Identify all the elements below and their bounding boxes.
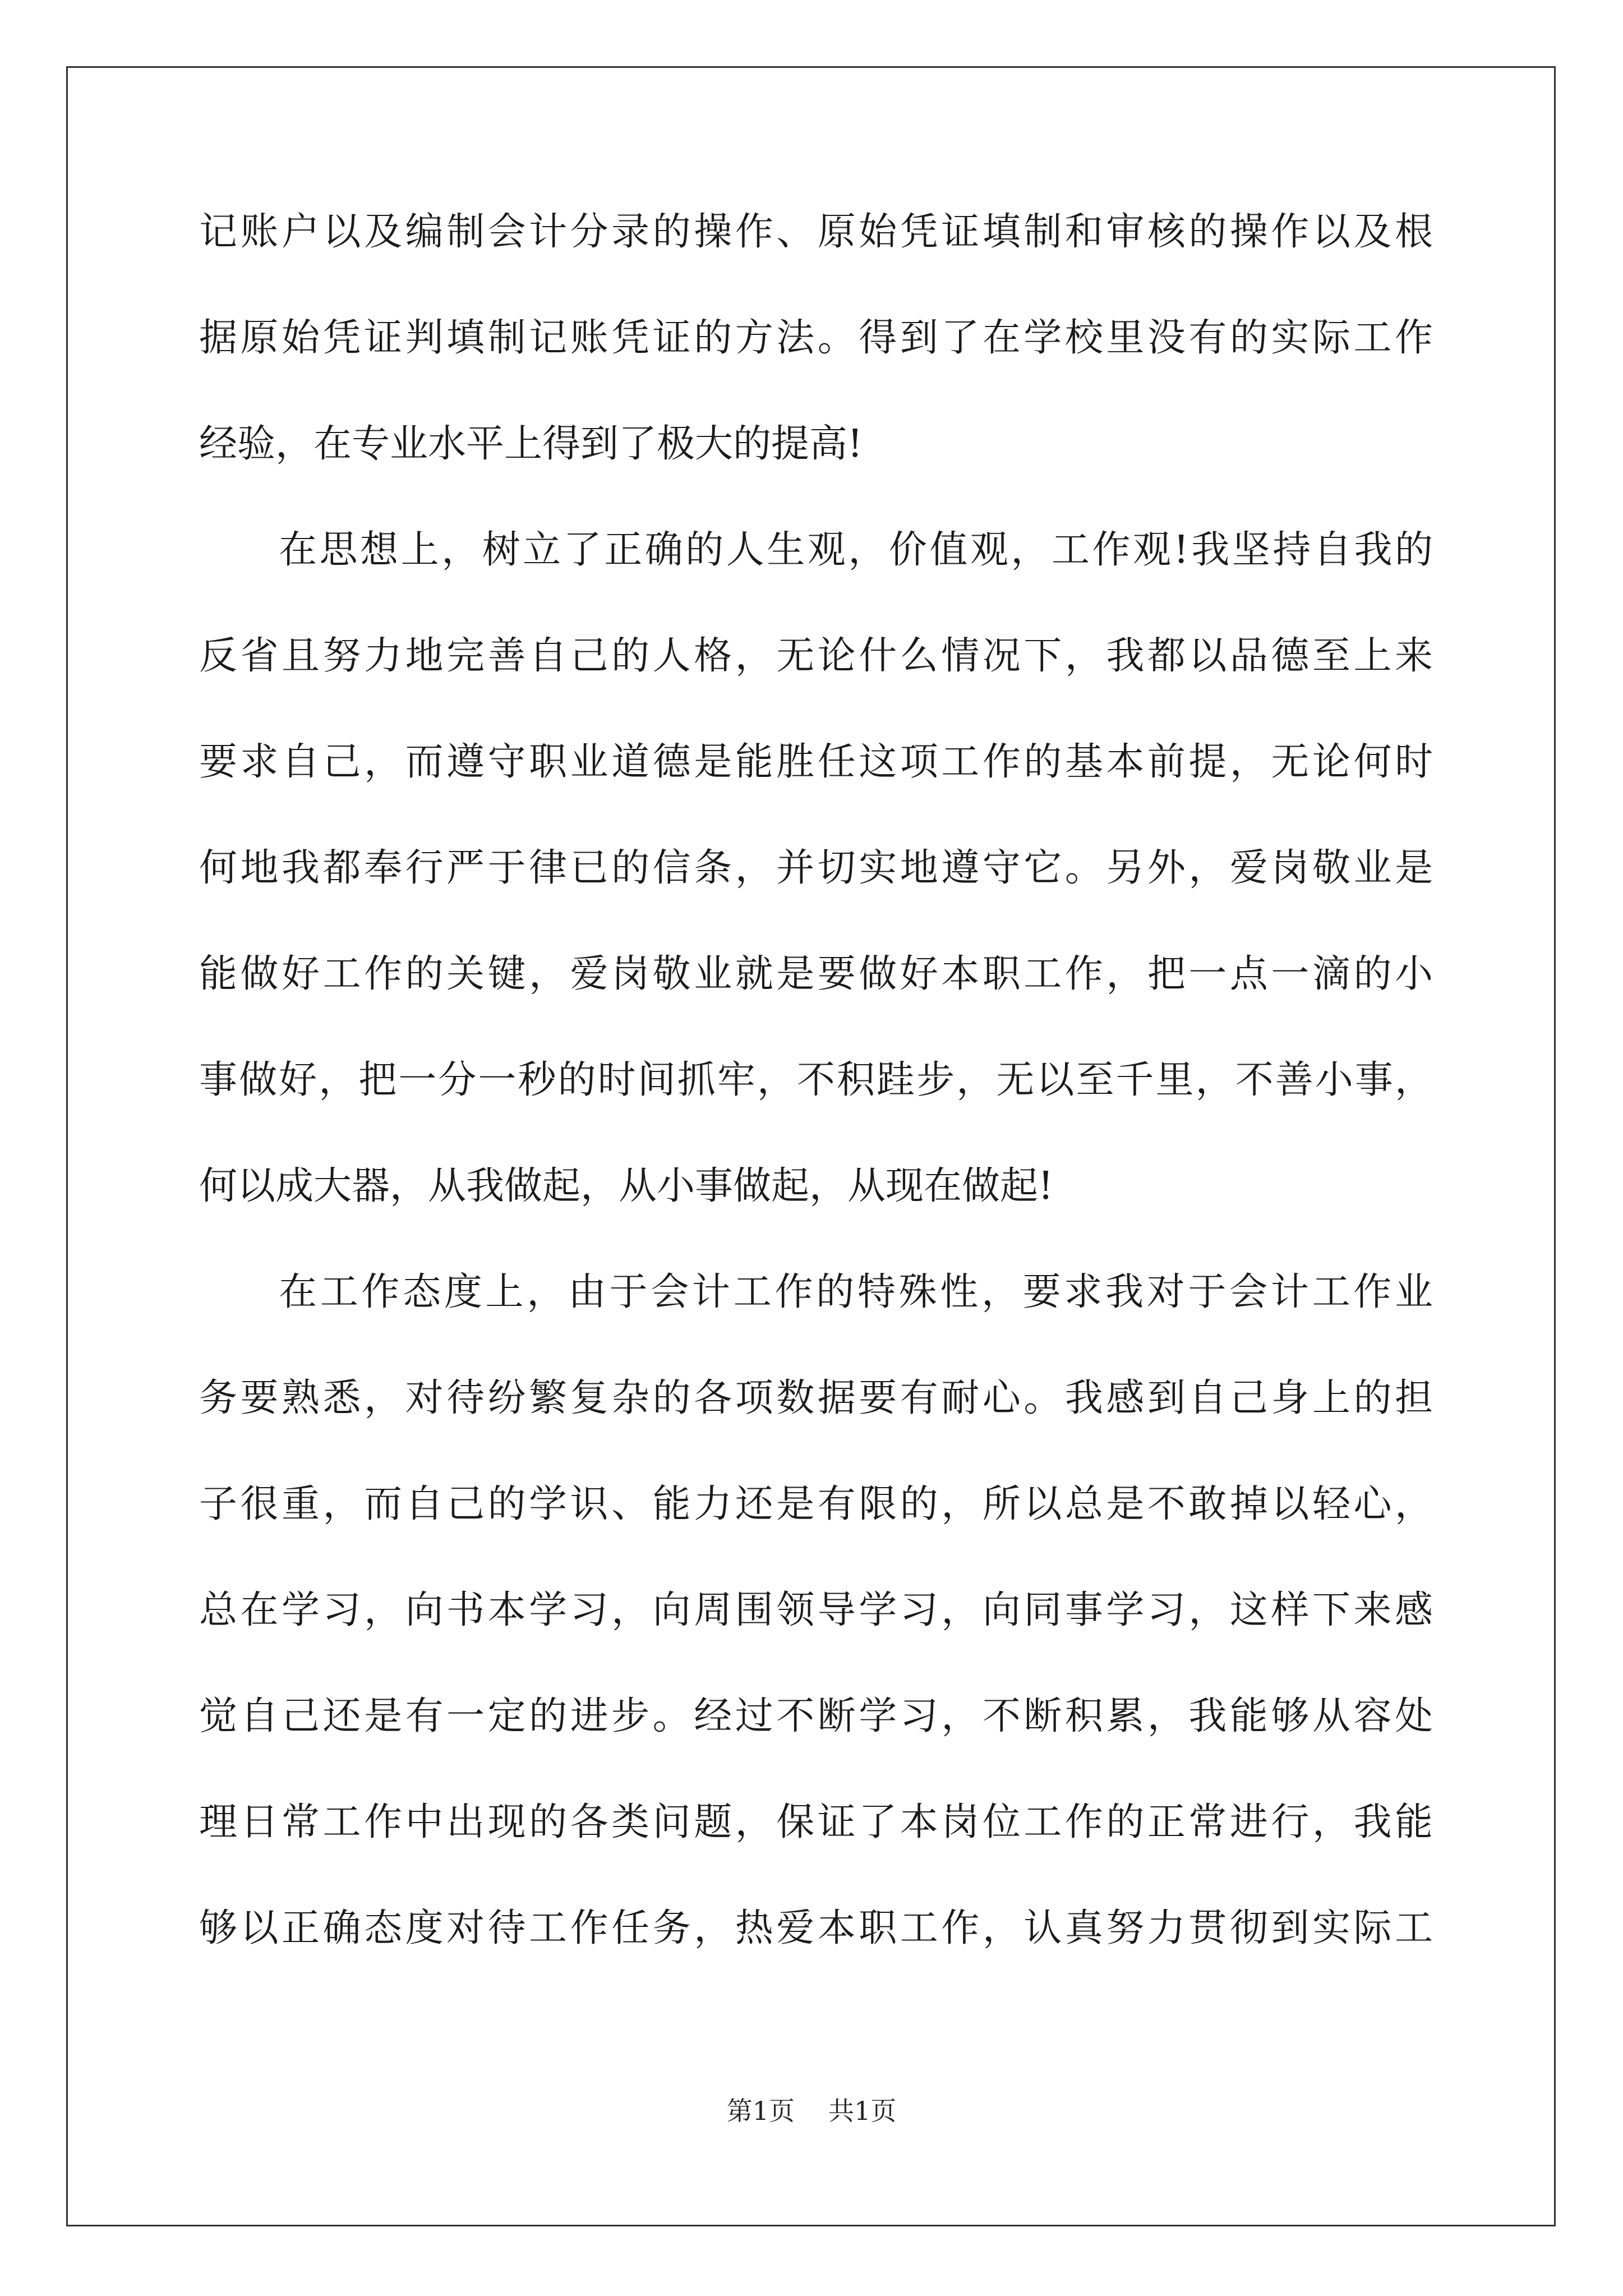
document-body	[199, 210, 1433, 2016]
text-line: 理日常工作中出现的各类问题，保证了本岗位工作的正常进行，我能	[199, 1800, 1433, 1844]
text-line: 经验，在专业水平上得到了极大的提高!	[199, 422, 863, 466]
text-line: 反省且努力地完善自己的人格，无论什么情况下，我都以品德至上来	[199, 634, 1433, 678]
text-line: 在思想上，树立了正确的人生观，价值观，工作观!我坚持自我的	[279, 528, 1433, 572]
text-line: 何地我都奉行严于律已的信条，并切实地遵守它。另外，爱岗敬业是	[199, 846, 1433, 890]
text-line: 在工作态度上，由于会计工作的特殊性，要求我对于会计工作业	[279, 1270, 1433, 1314]
text-line: 子很重，而自己的学识、能力还是有限的，所以总是不敢掉以轻心，	[199, 1482, 1433, 1526]
text-line: 总在学习，向书本学习，向周围领导学习，向同事学习，这样下来感	[199, 1588, 1433, 1632]
text-line: 够以正确态度对待工作任务，热爱本职工作，认真努力贯彻到实际工	[199, 1906, 1433, 1950]
page-number: 第1页	[726, 2096, 795, 2126]
text-line: 何以成大器，从我做起，从小事做起，从现在做起!	[199, 1164, 1054, 1208]
text-line: 记账户以及编制会计分录的操作、原始凭证填制和审核的操作以及根	[199, 210, 1433, 254]
text-line: 务要熟悉，对待纷繁复杂的各项数据要有耐心。我感到自己身上的担	[199, 1376, 1433, 1420]
text-line: 事做好，把一分一秒的时间抓牢，不积跬步，无以至千里，不善小事，	[199, 1058, 1433, 1102]
page-footer	[0, 2098, 1623, 2124]
page-total: 共1页	[828, 2096, 897, 2126]
text-line: 能做好工作的关键，爱岗敬业就是要做好本职工作，把一点一滴的小	[199, 952, 1433, 996]
text-line: 要求自己，而遵守职业道德是能胜任这项工作的基本前提，无论何时	[199, 740, 1433, 784]
text-line: 觉自己还是有一定的进步。经过不断学习，不断积累，我能够从容处	[199, 1694, 1433, 1738]
text-line: 据原始凭证判填制记账凭证的方法。得到了在学校里没有的实际工作	[199, 316, 1433, 360]
